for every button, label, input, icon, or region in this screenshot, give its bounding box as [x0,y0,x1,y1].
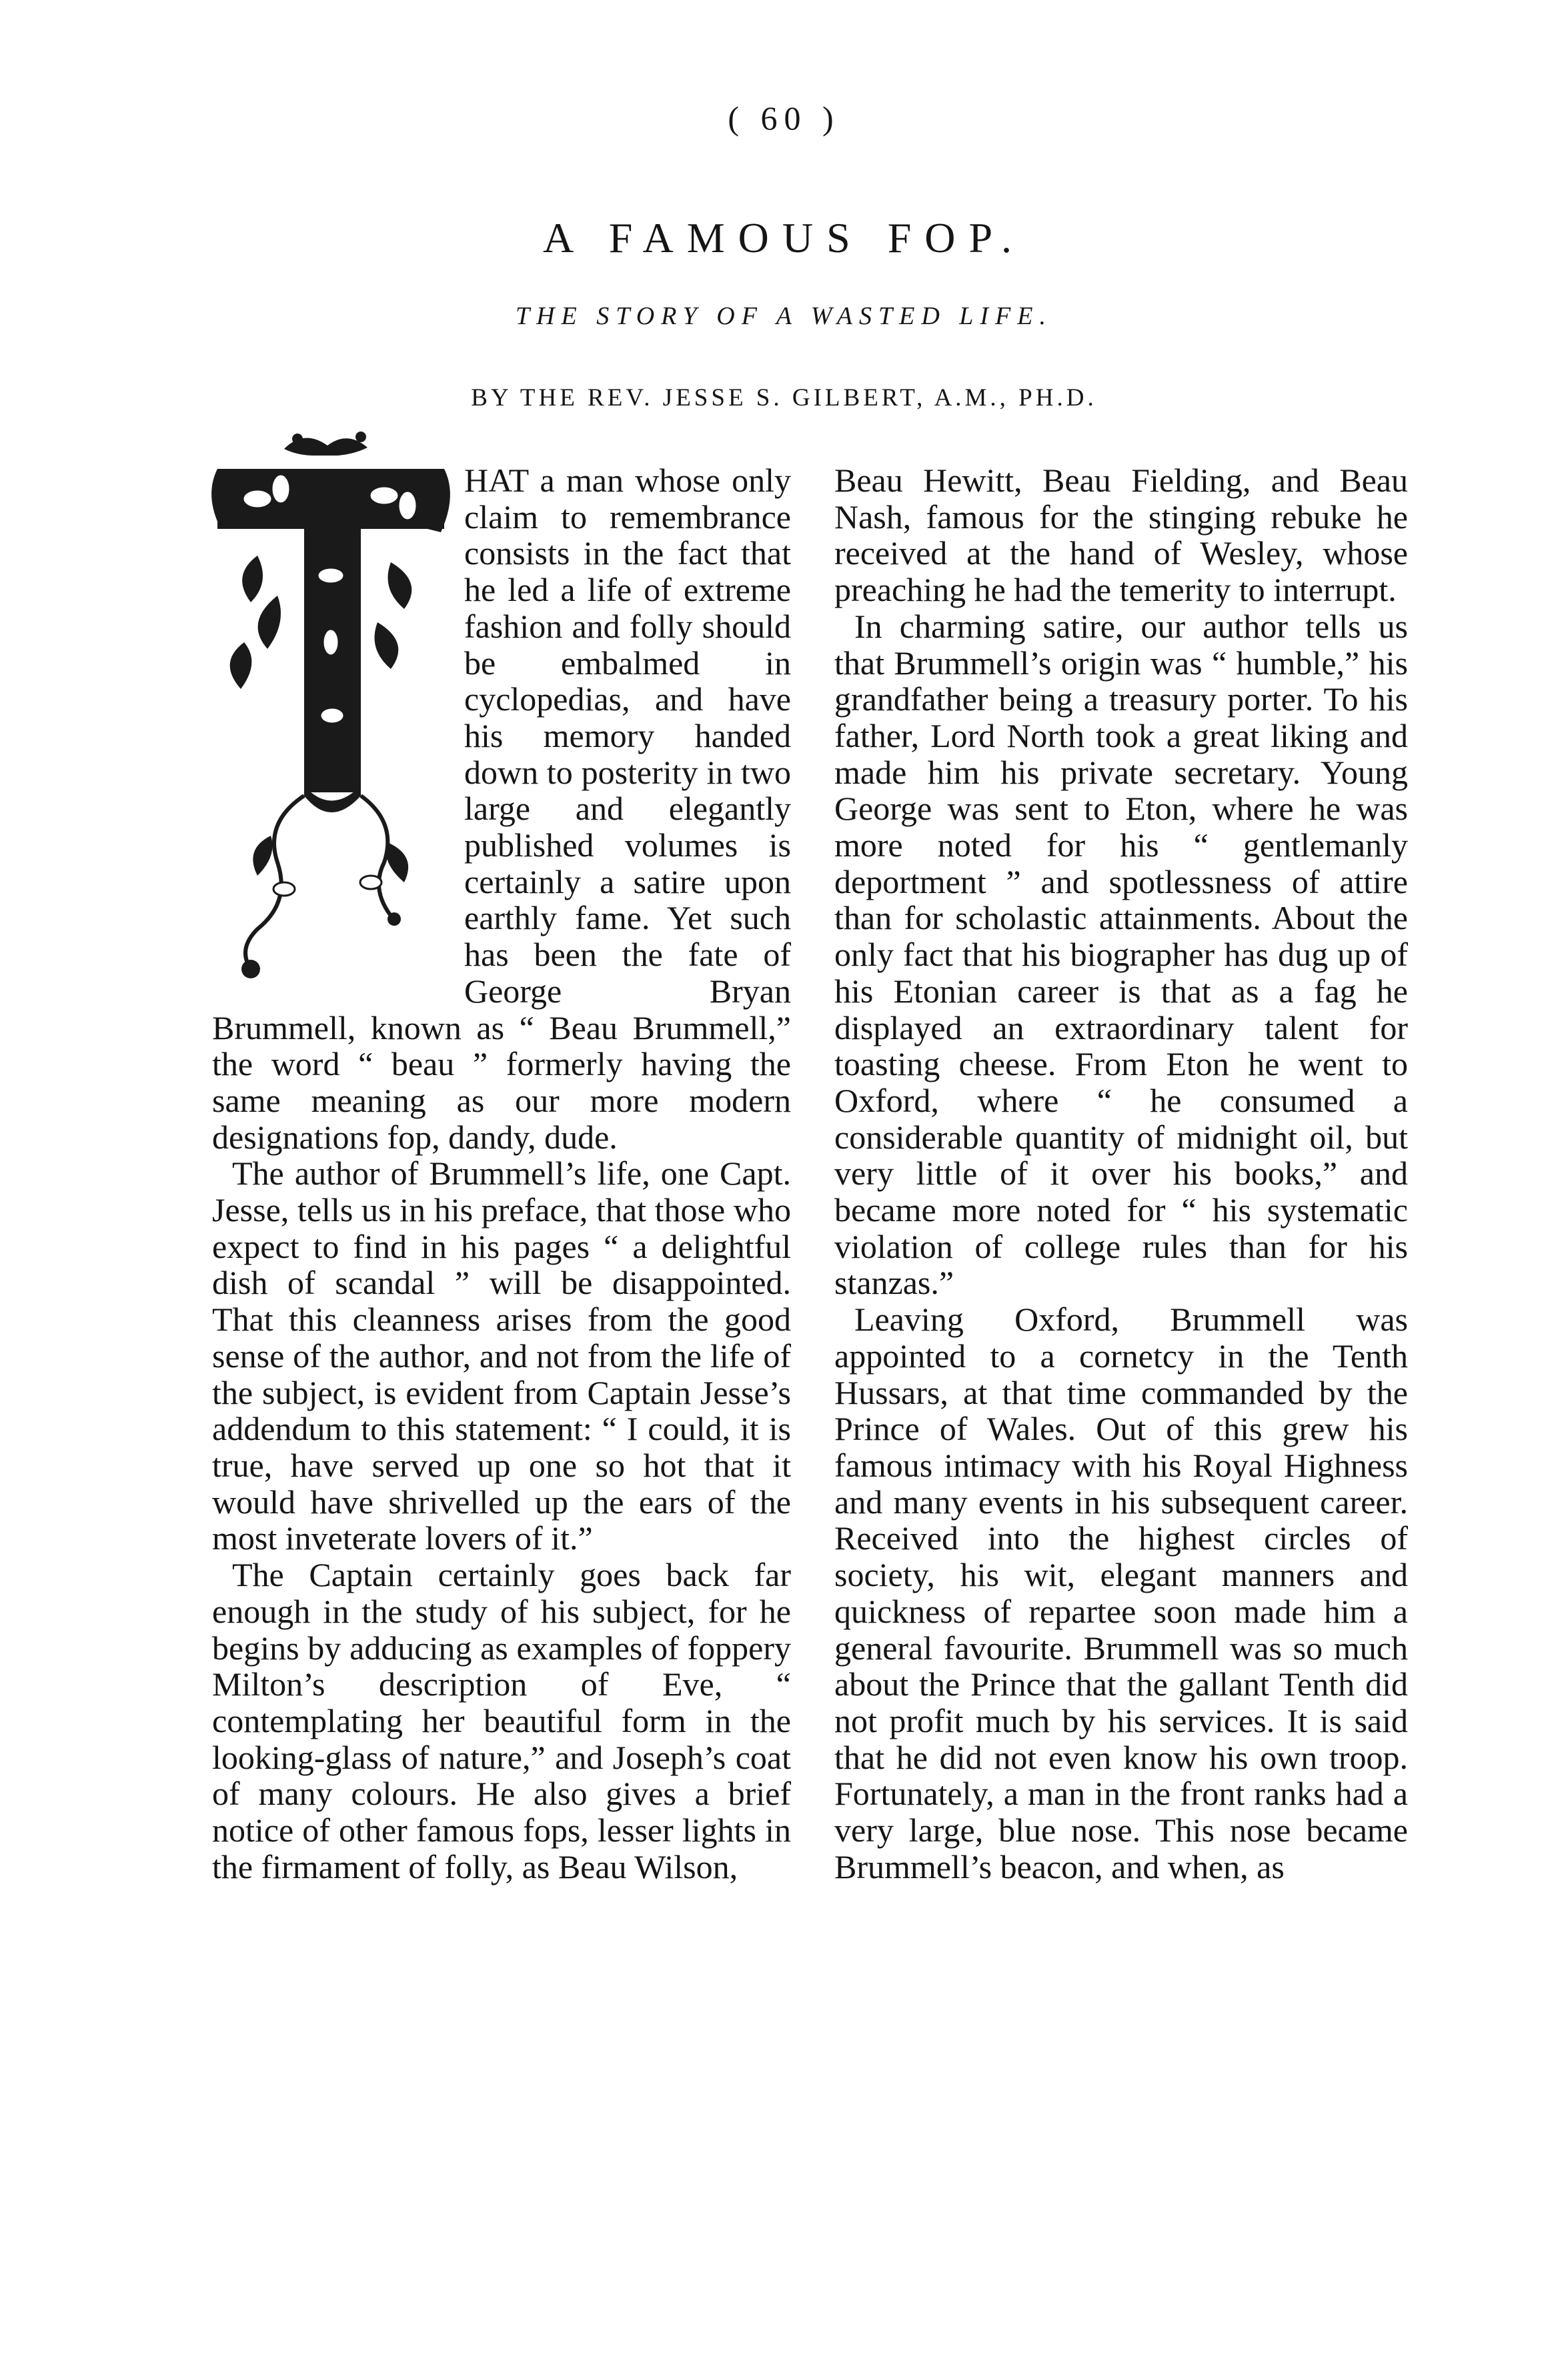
paragraph: The author of Brummell’s life, one Capt. Jesse, tells us in his preface, that those who expect to find in his pages “ a delightful dish of scandal ” will be disappointed. That this cleanness arises from the good sense of the author, and not from the life of the subject, is evident from Captain Jesse’s addendum to this statement: “ I could, it is true, have served up one so hot that it would have shrivelled up the ears of the most inveterate lovers of it.” [212,1154,791,1557]
paragraph: Leaving Oxford, Brummell was appointed to a cornetcy in the Tenth Hussars, at that time commanded by the Prince of Wales. Out of this grew his famous intimacy with his Royal Highness and many events in his subsequent career. Received into the highest circles of society, his wit, elegant manners and quickness of repartee soon made him a general favourite. Brummell was so much about the Prince that the gallant Tenth did not profit much by his services. It is said that he did not even know his own troop. Fortunately, a man in the front ranks had a very large, blue nose. This nose became Brummell’s beacon, and when, as [834,1301,1408,1885]
drop-cap [204,462,451,974]
article-title: A FAMOUS FOP. [543,214,1025,261]
article-subtitle: THE STORY OF A WASTED LIFE. [515,302,1053,330]
paragraph: In charming satire, our author tells us that Brummell’s origin was “ humble,” his grandfather being a treasury porter. To his father, Lord North took a great liking and made him his private secretary. Young George was sent to Eton, where he was more noted for his “ gentlemanly deportment ” and spotlessness of attire than for scholastic attainments. About the only fact that his biographer has dug up of his Etonian career is that as a fag he displayed an extraordinary talent for toasting cheese. From Eton he went to Oxford, where “ he consumed a considerable quantity of midnight oil, but very little of it over his books,” and became more noted for “ his systematic violation of college rules than for his stanzas.” [834,607,1408,1302]
ornamental-drop-cap-icon [204,422,458,982]
paragraph: Beau Hewitt, Beau Fielding, and Beau Nash, famous for the stinging rebuke he received at the hand of Wesley, whose preaching he had the temerity to interrupt. [834,462,1408,609]
paragraph: The Captain certainly goes back far enough in the study of his subject, for he begins by adducing as examples of foppery Milton’s description of Eve, “ contemplating her beautiful form in the looking-glass of nature,” and Joseph’s coat of many colours. He also gives a brief notice of other famous fops, lesser lights in the firmament of folly, as Beau Wilson, [212,1556,791,1885]
author-byline: BY THE REV. JESSE S. GILBERT, A.M., PH.D. [471,384,1097,412]
left-column [212,462,791,1885]
paragraph: HAT a man whose only claim to remembrance consists in the fact that he led a life of extreme fashion and folly should be embalmed in cyclopedias, and have his memory handed down to posterity in two large and elegantly published volumes is certainly a satire upon earthly fame. Yet such has been the fate of George Bryan Brummell, known as “ Beau Brummell,” the word “ beau ” formerly having the same meaning as our more modern designations fop, dandy, dude. [212,462,791,1156]
right-column [834,462,1408,1885]
page-number: ( 60 ) [728,99,840,137]
